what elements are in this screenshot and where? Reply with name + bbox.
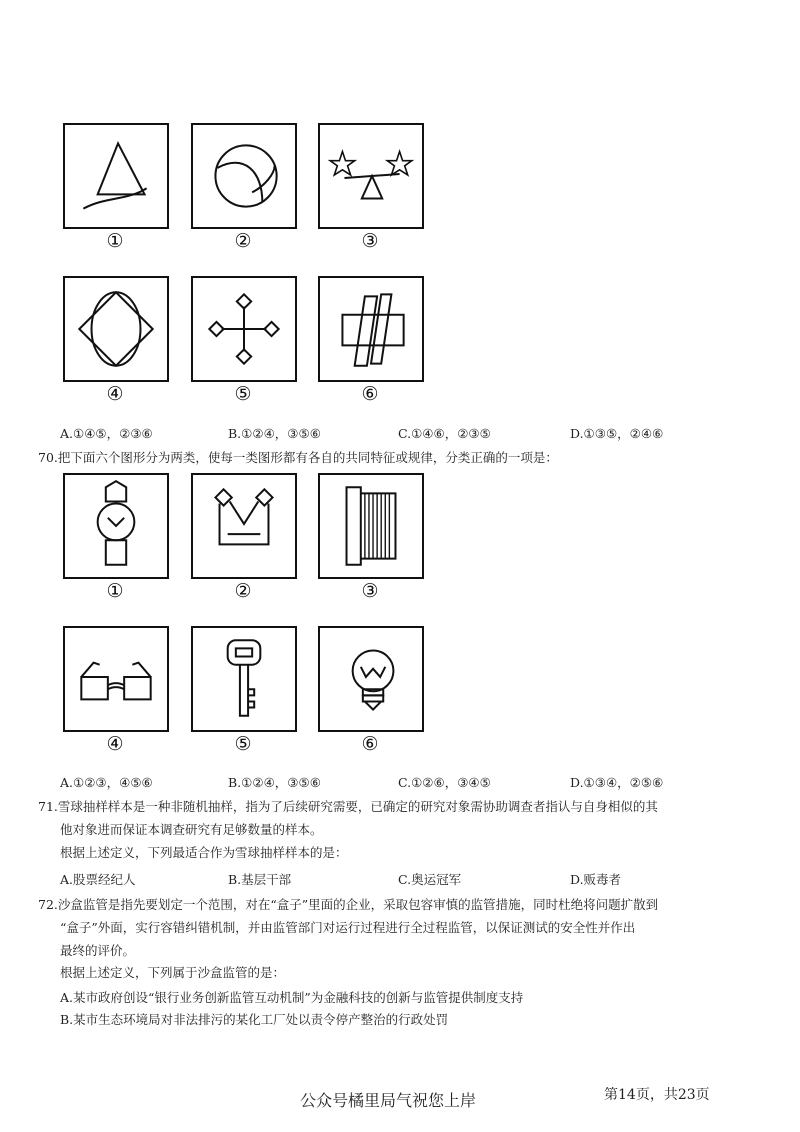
q70-figure-1 bbox=[63, 473, 169, 579]
stars-balance-icon bbox=[320, 125, 422, 227]
key-icon bbox=[193, 628, 295, 730]
q69-figure-2-number: ② bbox=[234, 230, 252, 252]
q71-option-d: D.贩毒者 bbox=[570, 872, 622, 887]
q69-figure-6 bbox=[318, 276, 424, 382]
q70-figure-3 bbox=[318, 473, 424, 579]
crossed-bars-icon bbox=[320, 278, 422, 380]
footer-watermark: 公众号橘里局气祝您上岸 bbox=[300, 1091, 477, 1110]
q70-figure-6 bbox=[318, 626, 424, 732]
q70-figure-2 bbox=[191, 473, 297, 579]
q69-figure-2 bbox=[191, 123, 297, 229]
q70-figure-1-number: ① bbox=[106, 580, 124, 602]
q72-stem-line1: 72.沙盒监管是指先要划定一个范围，对在“盒子”里面的企业，采取包容审慎的监管措施，同时杜绝将问题扩散到 bbox=[38, 897, 659, 912]
q69-option-b: B.①②④，③⑤⑥ bbox=[228, 426, 321, 441]
q69-figure-4 bbox=[63, 276, 169, 382]
q69-figure-6-number: ⑥ bbox=[361, 383, 379, 405]
q71-stem-line2: 他对象进而保证本调查研究有足够数量的样本。 bbox=[60, 822, 323, 837]
q72-stem-line2: “盒子”外面，实行容错纠错机制，并由监管部门对运行过程进行全过程监管，以保证测试的安全性并作出 bbox=[60, 920, 636, 935]
cup-tray-icon bbox=[193, 475, 295, 577]
q69-option-c: C.①④⑥，②③⑤ bbox=[398, 426, 491, 441]
watch-icon bbox=[65, 475, 167, 577]
q70-figure-4 bbox=[63, 626, 169, 732]
circle-arc-icon bbox=[193, 125, 295, 227]
q72-prompt: 根据上述定义，下列属于沙盒监管的是： bbox=[60, 965, 286, 980]
cross-diamonds-icon bbox=[193, 278, 295, 380]
q70-option-d: D.①③④，②⑤⑥ bbox=[570, 775, 664, 790]
q69-figure-5 bbox=[191, 276, 297, 382]
q71-stem-line1: 71.雪球抽样样本是一种非随机抽样，指为了后续研究需要，已确定的研究对象需协助调查者指认与自身相似的其 bbox=[38, 799, 658, 814]
q71-option-c: C.奥运冠军 bbox=[398, 872, 462, 887]
q69-option-d: D.①③⑤，②④⑥ bbox=[570, 426, 664, 441]
triangle-curve-icon bbox=[65, 125, 167, 227]
q71-prompt: 根据上述定义，下列最适合作为雪球抽样样本的是： bbox=[60, 845, 348, 860]
q70-option-c: C.①②⑥，③④⑤ bbox=[398, 775, 491, 790]
q72-stem-line3: 最终的评价。 bbox=[60, 943, 136, 958]
q71-option-a: A.股票经纪人 bbox=[60, 872, 136, 887]
q72-option-b: B.某市生态环境局对非法排污的某化工厂处以责令停产整治的行政处罚 bbox=[60, 1012, 449, 1027]
q70-stem: 70.把下面六个图形分为两类，使每一类图形都有各自的共同特征或规律，分类正确的一项是： bbox=[38, 450, 558, 465]
q70-figure-6-number: ⑥ bbox=[361, 733, 379, 755]
q71-option-b: B.基层干部 bbox=[228, 872, 292, 887]
q70-figure-4-number: ④ bbox=[106, 733, 124, 755]
q70-figure-5-number: ⑤ bbox=[234, 733, 252, 755]
q70-option-a: A.①②③，④⑤⑥ bbox=[60, 775, 153, 790]
q70-figure-2-number: ② bbox=[234, 580, 252, 602]
page-number: 第14页，共23页 bbox=[604, 1087, 710, 1103]
q69-figure-5-number: ⑤ bbox=[234, 383, 252, 405]
q69-figure-3-number: ③ bbox=[361, 230, 379, 252]
q69-figure-4-number: ④ bbox=[106, 383, 124, 405]
q69-figure-1 bbox=[63, 123, 169, 229]
glasses-icon bbox=[65, 628, 167, 730]
q69-option-a: A.①④⑤，②③⑥ bbox=[60, 426, 153, 441]
q70-figure-3-number: ③ bbox=[361, 580, 379, 602]
q72-option-a: A.某市政府创设“银行业务创新监管互动机制”为金融科技的创新与监管提供制度支持 bbox=[60, 990, 524, 1005]
q69-figure-3 bbox=[318, 123, 424, 229]
q69-figure-1-number: ① bbox=[106, 230, 124, 252]
q70-figure-5 bbox=[191, 626, 297, 732]
diamond-ellipse-icon bbox=[65, 278, 167, 380]
q70-option-b: B.①②④，③⑤⑥ bbox=[228, 775, 321, 790]
comb-icon bbox=[320, 475, 422, 577]
lightbulb-icon bbox=[320, 628, 422, 730]
